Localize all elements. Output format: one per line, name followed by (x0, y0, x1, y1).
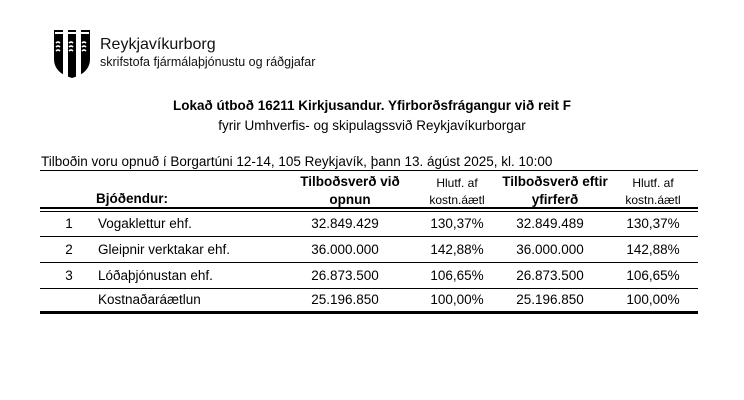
bid-at-opening: 25.196.850 (311, 292, 379, 307)
bidder-name: Lóðaþjónustan ehf. (98, 268, 213, 283)
opening-statement: Tilboðin voru opnuð í Borgartúni 12-14, 105 Reykjavík, þann 13. ágúst 2025, kl. 10:00 (41, 154, 553, 169)
row-number: 3 (65, 268, 73, 283)
ratio-at-opening: 106,65% (430, 268, 484, 283)
bid-after-review: 25.196.850 (516, 292, 584, 307)
document-title: Lokað útboð 16211 Kirkjusandur. Yfirborðsfrágangur við reit F (172, 98, 572, 113)
col-header-bid-opening-line2: opnun (329, 192, 371, 207)
bidder-name: Kostnaðaráætlun (98, 292, 201, 307)
col-header-ratio-opening-line1: Hlutf. af (436, 176, 478, 190)
bid-after-review: 32.849.489 (516, 216, 584, 231)
row-number: 1 (65, 216, 73, 231)
col-header-ratio-opening-line2: kostn.áætl (429, 193, 485, 207)
document-subtitle: fyrir Umhverfis- og skipulagssvið Reykjavíkurborgar (218, 118, 526, 133)
bidder-name: Vogaklettur ehf. (98, 216, 192, 231)
col-header-bid-review-line2: yfirferð (531, 192, 579, 207)
org-name: Reykjavíkurborg (100, 36, 216, 53)
col-header-bid-opening-line1: Tilboðsverð við (300, 174, 400, 189)
col-header-bid-review (490, 173, 620, 209)
ratio-after-review: 130,37% (626, 216, 680, 231)
table-row (40, 263, 698, 289)
bid-after-review: 26.873.500 (516, 268, 584, 283)
header-divider (40, 207, 698, 209)
org-department: skrifstofa fjármálaþjónustu og ráðgjafar (100, 55, 316, 69)
reykjavik-coat-of-arms-icon (53, 29, 91, 79)
bidder-name: Gleipnir verktakar ehf. (98, 242, 231, 257)
col-header-ratio-opening (412, 175, 502, 209)
ratio-at-opening: 130,37% (430, 216, 484, 231)
row-number: 2 (65, 242, 73, 257)
table-bottom-rule (40, 311, 698, 314)
bid-after-review: 36.000.000 (516, 242, 584, 257)
table-row-cost-estimate (40, 287, 698, 313)
col-header-ratio-review-line1: Hlutf. af (632, 176, 674, 190)
col-header-bidders: Bjóðendur: (96, 191, 168, 206)
ratio-after-review: 142,88% (626, 242, 680, 257)
col-header-ratio-review (608, 175, 698, 209)
ratio-at-opening: 142,88% (430, 242, 484, 257)
bid-at-opening: 26.873.500 (311, 268, 379, 283)
logo (53, 29, 91, 79)
ratio-at-opening: 100,00% (430, 292, 484, 307)
table-row (40, 211, 698, 237)
divider (40, 170, 698, 171)
ratio-after-review: 100,00% (626, 292, 680, 307)
bid-at-opening: 32.849.429 (311, 216, 379, 231)
col-header-bid-review-line1: Tilboðsverð eftir (502, 174, 608, 189)
table-row (40, 237, 698, 263)
bid-at-opening: 36.000.000 (311, 242, 379, 257)
col-header-ratio-review-line2: kostn.áætl (625, 193, 681, 207)
ratio-after-review: 106,65% (626, 268, 680, 283)
col-header-bid-opening (285, 173, 415, 209)
